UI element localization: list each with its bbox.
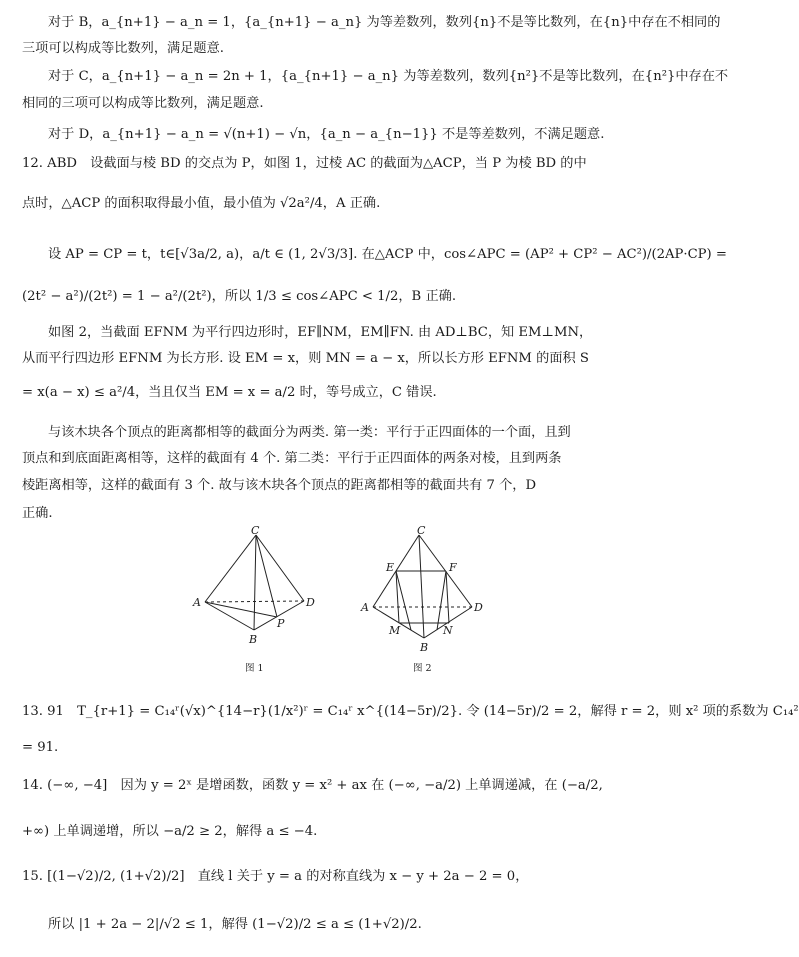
text-line: = x(a − x) ≤ a²/4，当且仅当 EM = x = a/2 时，等号成立，C 错误. — [22, 385, 437, 400]
text-line: 与该木块各个顶点的距离都相等的截面分为两类. 第一类：平行于正四面体的一个面，且到 — [48, 425, 571, 440]
figure-2-caption: 图 2 — [413, 663, 432, 674]
label-a: A — [361, 601, 369, 614]
text-line: 对于 C，a_{n+1} − a_n = 2n + 1，{a_{n+1} − a_n} 为等差数列，数列{n²}不是等比数列，在{n²}中存在不 — [48, 69, 729, 84]
text-line: 所以 |1 + 2a − 2|/√2 ≤ 1，解得 (1−√2)/2 ≤ a ≤ (1+√2)/2. — [48, 917, 422, 932]
text-line: 从而平行四边形 EFNM 为长方形. 设 EM = x，则 MN = a − x，所以长方形 EFNM 的面积 S — [22, 351, 589, 366]
text-line: 正确. — [22, 506, 53, 521]
text-line: 对于 D，a_{n+1} − a_n = √(n+1) − √n，{a_n − a_{n−1}} 不是等差数列，不满足题意. — [48, 127, 605, 142]
label-c: C — [251, 524, 260, 537]
text-line: 棱距离相等，这样的截面有 3 个. 故与该木块各个顶点的距离都相等的截面共有 7 个，D — [22, 478, 537, 493]
text-line: +∞) 上单调递增，所以 −a/2 ≥ 2，解得 a ≤ −4. — [22, 824, 318, 839]
text-line: 三项可以构成等比数列，满足题意. — [22, 41, 225, 56]
label-f: F — [449, 561, 457, 574]
text-line: 点时，△ACP 的面积取得最小值，最小值为 √2a²/4，A 正确. — [22, 196, 381, 211]
answer-13: 13. 91 T_{r+1} = C₁₄ʳ(√x)^{14−r}(1/x²)ʳ = C₁₄ʳ x^{(14−5r)/2}. 令 (14−5r)/2 = 2，解得 r = 2，则 x² 项的系数为 C₁₄² — [22, 704, 799, 719]
label-n: N — [443, 624, 453, 637]
label-e: E — [386, 561, 395, 574]
label-m: M — [389, 624, 401, 637]
label-p: P — [277, 617, 285, 630]
text-line: (2t² − a²)/(2t²) = 1 − a²/(2t²)，所以 1/3 ≤ cos∠APC < 1/2，B 正确. — [22, 289, 457, 304]
figure-1 — [185, 524, 335, 677]
answer-12-header: 12. ABD 设截面与棱 BD 的交点为 P，如图 1，过棱 AC 的截面为△ACP，当 P 为棱 BD 的中 — [22, 156, 587, 171]
label-d: D — [474, 601, 483, 614]
label-b: B — [249, 633, 258, 646]
label-a: A — [193, 596, 201, 609]
label-d: D — [306, 596, 315, 609]
text-line: 设 AP = CP = t，t∈[√3a/2, a)，a/t ∈ (1, 2√3/3]. 在△ACP 中，cos∠APC = (AP² + CP² − AC²)/(2AP·CP) = — [48, 247, 727, 262]
text-line: 相同的三项可以构成等比数列，满足题意. — [22, 96, 264, 111]
text-line: 如图 2，当截面 EFNM 为平行四边形时，EF∥NM，EM∥FN. 由 AD⊥BC，知 EM⊥MN， — [48, 325, 593, 340]
answer-15: 15. [(1−√2)/2, (1+√2)/2] 直线 l 关于 y = a 的对称直线为 x − y + 2a − 2 = 0， — [22, 869, 529, 884]
label-c: C — [417, 524, 426, 537]
text-line: 对于 B，a_{n+1} − a_n = 1，{a_{n+1} − a_n} 为等差数列，数列{n}不是等比数列，在{n}中存在不相同的 — [48, 15, 721, 30]
figure-1-caption: 图 1 — [245, 663, 264, 674]
label-b: B — [420, 641, 429, 654]
answer-14: 14. (−∞, −4] 因为 y = 2ˣ 是增函数，函数 y = x² + ax 在 (−∞, −a/2) 上单调递减，在 (−a/2, — [22, 778, 603, 793]
text-line: = 91. — [22, 740, 59, 755]
text-line: 顶点和到底面距离相等，这样的截面有 4 个. 第二类：平行于正四面体的两条对棱，且到两条 — [22, 451, 562, 466]
figure-2 — [355, 524, 495, 677]
